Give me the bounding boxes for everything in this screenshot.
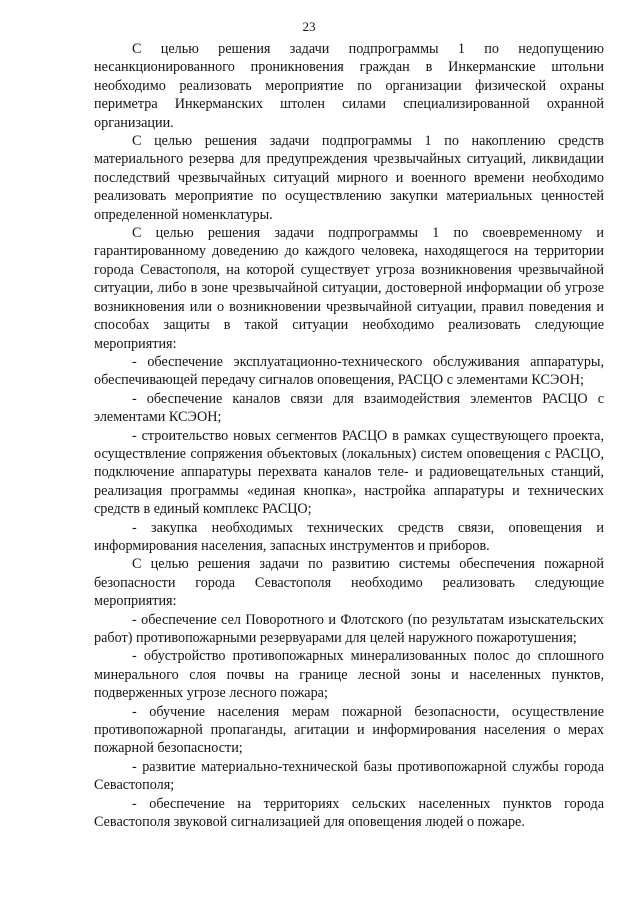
list-item-fire-training: - обучение населения мерам пожарной безопасности, осуществление противопожарной пропаганды, агитации и информирования населения о мерах пожарной безопасности; — [94, 703, 604, 757]
list-item-fire-service-base: - развитие материально-технической базы противопожарной службы города Севастополя; — [94, 758, 604, 794]
paragraph-shtolni-protection: С целью решения задачи подпрограммы 1 по недопущению несанкционированного проникновения граждан в Инкерманские штольни необходимо реализовать мероприятие по организации физической охраны периметра Инкерманских штолен силами специализированной охранной организации. — [94, 41, 604, 131]
list-item-fire-reservoirs: - обеспечение сел Поворотного и Флотского (по результатам изыскательских работ) противопожарными резервуарами для целей наружного пожаротушения; — [94, 611, 604, 646]
list-item-equipment-purchase: - закупка необходимых технических средств связи, оповещения и информирования населения, запасных инструментов и приборов. — [94, 519, 604, 554]
paragraph-material-reserve: С целью решения задачи подпрограммы 1 по накоплению средств материального резерва для предупреждения чрезвычайных ситуаций, ликвидации последствий чрезвычайных ситуаций мирного и военного времени необходимо реализовать мероприятие по осуществлению закупки материальных ценностей определенной номенклатуры. — [94, 133, 604, 223]
paragraph-warning-population: С целью решения задачи подпрограммы 1 по своевременному и гарантированному доведению до каждого человека, находящегося на территории города Севастополя, на которой существует угроза возникновения чрезвычайной ситуации, либо в зоне чрезвычайной ситуации, достоверной информации об угрозе возникновения или о возникновении чрезвычайной ситуации, правил поведения и способах защиты в такой ситуации необходимо реализовать следующие мероприятия: — [94, 225, 604, 352]
page-number: 23 — [302, 19, 316, 34]
list-item-communication-channels: - обеспечение каналов связи для взаимодействия элементов РАСЦО с элементами КСЭОН; — [94, 390, 604, 426]
list-item-maintenance: - обеспечение эксплуатационно-технического обслуживания аппаратуры, обеспечивающей передачу сигналов оповещения, РАСЦО с элементами КСЭОН; — [94, 353, 604, 389]
paragraph-fire-safety: С целью решения задачи по развитию системы обеспечения пожарной безопасности города Севастополя необходимо реализовать следующие мероприятия: — [94, 556, 604, 610]
list-item-sound-alarm: - обеспечение на территориях сельских населенных пунктов города Севастополя звуковой сигнализацией для оповещения людей о пожаре. — [94, 795, 604, 831]
list-item-mineralized-strips: - обустройство противопожарных минерализованных полос до сплошного минерального слоя почвы на границе лесной зоны и населенных пунктов, подверженных угрозе лесного пожара; — [94, 648, 604, 702]
list-item-new-segments: - строительство новых сегментов РАСЦО в рамках существующего проекта, осуществление сопряжения объектовых (локальных) систем оповещения с РАСЦО, подключение аппаратуры перехвата каналов теле- и радиовещательных станций, реализация программы «единая кнопка», настройка аппаратуры и технических средств в единый комплекс РАСЦО; — [94, 427, 604, 518]
